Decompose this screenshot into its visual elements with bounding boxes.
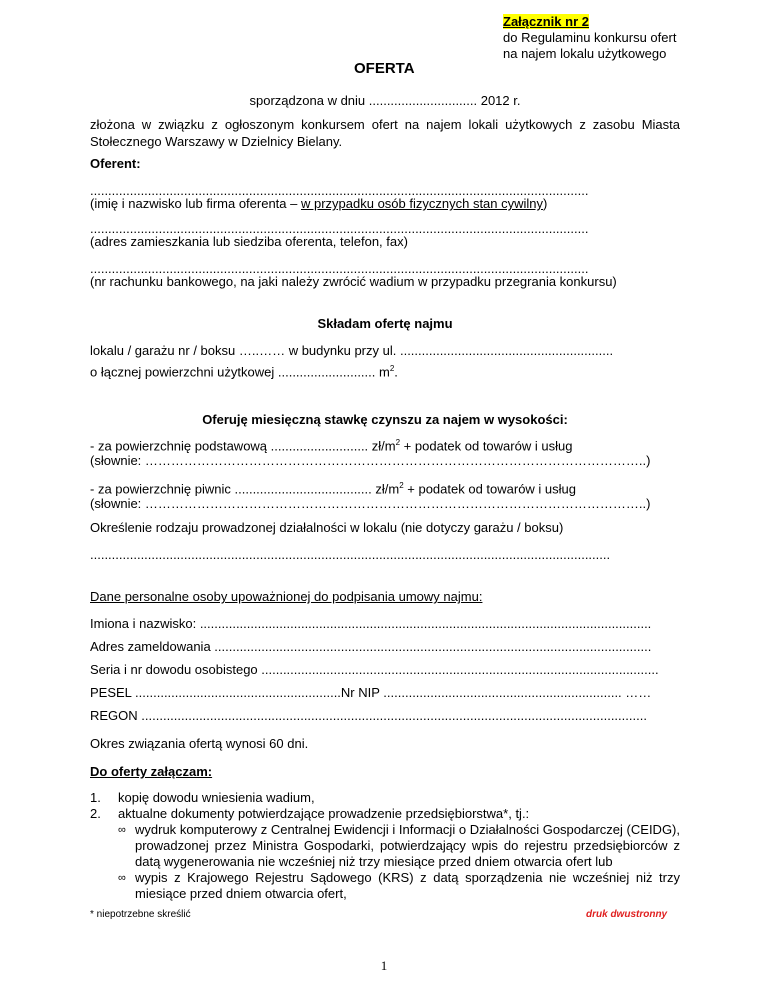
rent-basic-suffix: + podatek od towarów i usług [400,438,573,454]
attachment-header [503,14,676,62]
sub-list-item [118,822,680,870]
oferent-heading: Oferent: [90,156,141,171]
offer-line-1: lokalu / garażu nr / boksu …..…… w budynku przy ul. ........................................................... [90,343,614,358]
list-item-number: 1. [90,790,101,805]
rent-cellar [90,481,576,496]
attachment-line3: na najem lokalu użytkowego [503,46,667,61]
attachment-line2: do Regulaminu konkursu ofert [503,30,677,45]
sub-list-item-text: wydruk komputerowy z Centralnej Ewidencji i Informacji o Działalności Gospodarczej (CEIDG), prowadzonej przez Ministra Gospodarki, potwierdzający wpis do rejestru przedsiębiorców z datą wygenerowania nie wcześniej niż trzy miesiące przed dniem otwarcia ofert lub [135,822,680,869]
activity-label: Określenie rodzaju prowadzonej działalności w lokalu (nie dotyczy garażu / boksu) [90,520,564,535]
attachments-list [90,790,680,902]
list-item [90,790,680,806]
date-line: sporządzona w dniu .............................. 2012 r. [249,93,521,108]
list-item-text: aktualne dokumenty potwierdzające prowadzenie przedsiębiorstwa*, tj.: [118,806,530,821]
validity-note: Okres związania ofertą wynosi 60 dni. [90,736,309,751]
infinity-bullet-icon: ∞ [118,824,126,836]
oferent-field-3: (nr rachunku bankowego, na jaki należy zwrócić wadium w przypadku przegrania konkursu) [90,274,617,289]
offer-line-2-sup: 2 [389,364,395,373]
sub-list-item-text: wypis z Krajowego Rejestru Sądowego (KRS) z datą sporządzenia nie wcześniej niż trzy miesiące przed dniem otwarcia ofert, [135,870,680,901]
intro-paragraph: złożona w związku z ogłoszonym konkursem ofert na najem lokali użytkowych z zasobu Miasta Stołecznego Warszawy w Dzielnicy Bielany. [90,117,680,149]
oferent-field-1-underlined: w przypadku osób fizycznych stan cywilny [300,196,544,211]
personal-pesel-nip: PESEL .........................................................Nr NIP .................................................................. …… [90,685,652,700]
personal-id-doc: Seria i nr dowodu osobistego .............................................................................................................. [90,662,659,677]
list-item [90,806,680,822]
oferent-dots-2: .......................................................................................................................................... [90,221,589,236]
rent-basic-prefix: - za powierzchnię podstawową ........................... zł/m [90,438,396,454]
oferent-dots-3: .......................................................................................................................................... [90,261,589,276]
offer-line-2-suffix: . [394,364,398,380]
activity-dots: ................................................................................................................................................ [90,547,611,562]
print-note: druk dwustronny [586,909,668,920]
personal-heading: Dane personalne osoby upoważnionej do podpisania umowy najmu: [90,589,483,604]
oferent-field-1 [90,196,547,211]
rent-basic-words: (słownie: ……………………………………………………………………………………………………..) [90,453,651,468]
rent-cellar-words: (słownie: ……………………………………………………………………………………………………..) [90,496,651,511]
rent-cellar-sup: 2 [399,481,404,490]
oferent-field-1-suffix: ) [543,196,548,211]
personal-names: Imiona i nazwisko: ............................................................................................................................. [90,616,652,631]
oferent-dots-1: .......................................................................................................................................... [90,183,589,198]
rent-heading: Oferuję miesięczną stawkę czynszu za najem w wysokości: [202,412,568,427]
rent-basic-sup: 2 [395,438,401,447]
personal-regon: REGON ............................................................................................................................................ [90,708,647,723]
rent-cellar-prefix: - za powierzchnię piwnic ...................................... zł/m [90,481,400,497]
personal-address: Adres zameldowania ......................................................................................................................... [90,639,652,654]
footnote: * niepotrzebne skreślić [90,909,191,920]
rent-basic [90,438,572,453]
offer-line-2-prefix: o łącznej powierzchni użytkowej ........................... m [90,364,390,380]
list-item-number: 2. [90,806,101,821]
infinity-bullet-icon: ∞ [118,872,126,884]
rent-cellar-suffix: + podatek od towarów i usług [403,481,577,497]
offer-heading: Składam ofertę najmu [317,316,453,331]
offer-line-2 [90,364,398,379]
page-number: 1 [380,958,388,973]
list-item-text: kopię dowodu wniesienia wadium, [118,790,315,805]
oferent-field-1-prefix: (imię i nazwisko lub firma oferenta – [90,196,301,211]
oferent-field-2: (adres zamieszkania lub siedziba oferenta, telefon, fax) [90,234,408,249]
sub-list-item [118,870,680,902]
attachment-label: Załącznik nr 2 [503,14,589,29]
attachments-heading: Do oferty załączam: [90,764,213,779]
document-title: OFERTA [354,60,415,77]
